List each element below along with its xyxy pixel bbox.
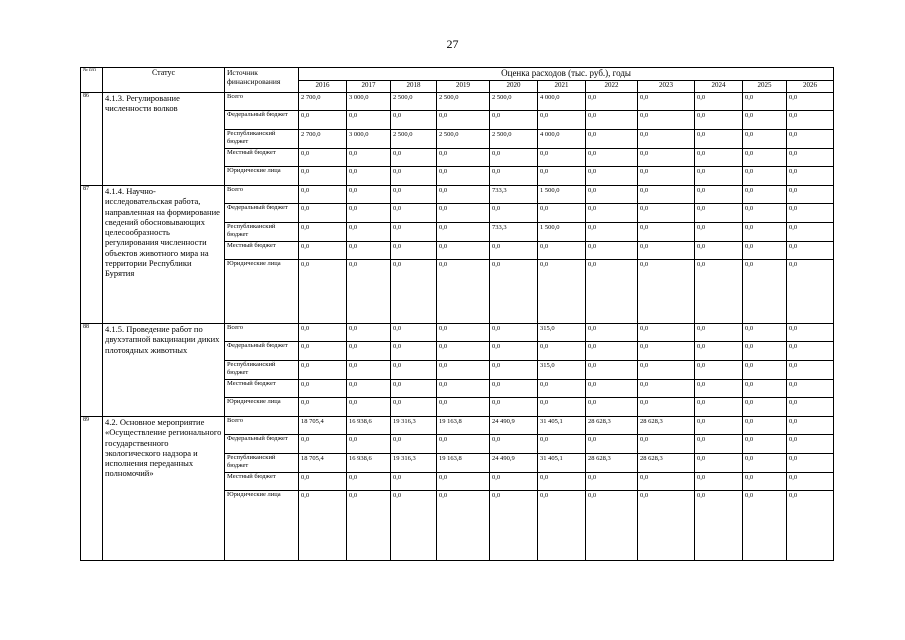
value-cell: 0,0: [787, 435, 834, 454]
value-cell: 0,0: [437, 223, 490, 242]
header-num: № п/п: [81, 68, 103, 93]
value-cell: 0,0: [490, 149, 538, 167]
value-cell: 0,0: [638, 223, 695, 242]
value-cell: 2 500,0: [391, 130, 437, 149]
year-header: 2021: [538, 81, 586, 93]
value-cell: 0,0: [638, 324, 695, 342]
year-header: 2016: [299, 81, 347, 93]
funding-source: Республиканский бюджет: [225, 130, 299, 149]
value-cell: 0,0: [695, 260, 743, 324]
value-cell: 0,0: [695, 380, 743, 398]
value-cell: 0,0: [490, 111, 538, 130]
year-header: 2020: [490, 81, 538, 93]
value-cell: 0,0: [538, 149, 586, 167]
value-cell: 0,0: [787, 111, 834, 130]
funding-source: Федеральный бюджет: [225, 204, 299, 223]
value-cell: 0,0: [299, 491, 347, 561]
value-cell: 0,0: [299, 473, 347, 491]
value-cell: 0,0: [695, 149, 743, 167]
value-cell: 0,0: [391, 204, 437, 223]
value-cell: 0,0: [437, 398, 490, 417]
value-cell: 0,0: [586, 491, 638, 561]
value-cell: 0,0: [586, 242, 638, 260]
value-cell: 0,0: [391, 223, 437, 242]
value-cell: 0,0: [638, 130, 695, 149]
value-cell: 0,0: [538, 242, 586, 260]
value-cell: 733,3: [490, 186, 538, 204]
value-cell: 0,0: [490, 380, 538, 398]
value-cell: 0,0: [490, 398, 538, 417]
funding-source: Местный бюджет: [225, 149, 299, 167]
value-cell: 315,0: [538, 324, 586, 342]
value-cell: 0,0: [787, 242, 834, 260]
value-cell: 4 000,0: [538, 130, 586, 149]
header-estimate: Оценка расходов (тыс. руб.), годы: [299, 68, 834, 81]
funding-source: Юридические лица: [225, 167, 299, 186]
value-cell: 2 500,0: [437, 130, 490, 149]
value-cell: 0,0: [743, 242, 787, 260]
value-cell: 19 316,3: [391, 417, 437, 435]
funding-source: Республиканский бюджет: [225, 223, 299, 242]
value-cell: 0,0: [391, 361, 437, 380]
value-cell: 2 500,0: [391, 93, 437, 111]
funding-source: Республиканский бюджет: [225, 454, 299, 473]
value-cell: 0,0: [538, 473, 586, 491]
value-cell: 28 628,3: [586, 454, 638, 473]
value-cell: 0,0: [638, 111, 695, 130]
value-cell: 0,0: [538, 111, 586, 130]
value-cell: 0,0: [586, 204, 638, 223]
value-cell: 0,0: [391, 342, 437, 361]
table-row: [81, 324, 834, 342]
value-cell: 0,0: [586, 149, 638, 167]
value-cell: 0,0: [391, 473, 437, 491]
value-cell: 0,0: [437, 361, 490, 380]
table-row: [81, 93, 834, 111]
value-cell: 0,0: [695, 93, 743, 111]
value-cell: 0,0: [299, 204, 347, 223]
value-cell: 0,0: [787, 380, 834, 398]
value-cell: 1 500,0: [538, 223, 586, 242]
value-cell: 0,0: [299, 186, 347, 204]
value-cell: 0,0: [586, 435, 638, 454]
value-cell: 0,0: [490, 473, 538, 491]
value-cell: 0,0: [538, 342, 586, 361]
value-cell: 0,0: [695, 186, 743, 204]
value-cell: 0,0: [391, 167, 437, 186]
value-cell: 0,0: [787, 130, 834, 149]
row-number: 87: [81, 186, 103, 324]
value-cell: 0,0: [586, 111, 638, 130]
value-cell: 315,0: [538, 361, 586, 380]
value-cell: 0,0: [490, 342, 538, 361]
value-cell: 0,0: [787, 454, 834, 473]
funding-source: Местный бюджет: [225, 380, 299, 398]
value-cell: 0,0: [695, 398, 743, 417]
value-cell: 0,0: [347, 361, 391, 380]
row-number: 86: [81, 93, 103, 186]
table-row: [81, 417, 834, 435]
funding-source: Юридические лица: [225, 398, 299, 417]
value-cell: 3 000,0: [347, 93, 391, 111]
value-cell: 0,0: [347, 473, 391, 491]
value-cell: 0,0: [347, 111, 391, 130]
value-cell: 0,0: [490, 167, 538, 186]
value-cell: 0,0: [787, 491, 834, 561]
value-cell: 0,0: [695, 342, 743, 361]
value-cell: 0,0: [787, 93, 834, 111]
value-cell: 0,0: [695, 111, 743, 130]
header-source: Источник финансирования: [225, 68, 299, 93]
value-cell: 0,0: [299, 167, 347, 186]
value-cell: 0,0: [437, 342, 490, 361]
value-cell: 0,0: [347, 342, 391, 361]
value-cell: 0,0: [437, 149, 490, 167]
value-cell: 0,0: [299, 242, 347, 260]
value-cell: 0,0: [638, 186, 695, 204]
value-cell: 0,0: [743, 398, 787, 417]
value-cell: 0,0: [538, 204, 586, 223]
value-cell: 0,0: [638, 435, 695, 454]
value-cell: 0,0: [787, 204, 834, 223]
value-cell: 0,0: [299, 324, 347, 342]
value-cell: 16 938,6: [347, 417, 391, 435]
value-cell: 0,0: [638, 361, 695, 380]
value-cell: 0,0: [347, 398, 391, 417]
value-cell: 733,3: [490, 223, 538, 242]
value-cell: 0,0: [787, 473, 834, 491]
value-cell: 0,0: [490, 260, 538, 324]
value-cell: 0,0: [638, 167, 695, 186]
value-cell: 0,0: [490, 435, 538, 454]
value-cell: 0,0: [743, 93, 787, 111]
value-cell: 0,0: [437, 324, 490, 342]
funding-source: Федеральный бюджет: [225, 435, 299, 454]
value-cell: 2 700,0: [299, 130, 347, 149]
year-header: 2023: [638, 81, 695, 93]
value-cell: 0,0: [638, 491, 695, 561]
value-cell: 0,0: [538, 260, 586, 324]
value-cell: 0,0: [391, 149, 437, 167]
value-cell: 0,0: [586, 324, 638, 342]
value-cell: 28 628,3: [638, 417, 695, 435]
value-cell: 0,0: [299, 111, 347, 130]
value-cell: 0,0: [743, 260, 787, 324]
value-cell: 0,0: [347, 242, 391, 260]
value-cell: 0,0: [391, 111, 437, 130]
value-cell: 0,0: [743, 149, 787, 167]
value-cell: 31 405,1: [538, 454, 586, 473]
value-cell: 0,0: [787, 260, 834, 324]
value-cell: 0,0: [437, 380, 490, 398]
value-cell: 0,0: [638, 93, 695, 111]
value-cell: 0,0: [586, 167, 638, 186]
value-cell: 0,0: [787, 167, 834, 186]
value-cell: 0,0: [299, 342, 347, 361]
value-cell: 0,0: [391, 186, 437, 204]
value-cell: 0,0: [538, 491, 586, 561]
value-cell: 0,0: [437, 167, 490, 186]
value-cell: 0,0: [638, 149, 695, 167]
value-cell: 0,0: [347, 324, 391, 342]
value-cell: 0,0: [437, 473, 490, 491]
value-cell: 0,0: [299, 380, 347, 398]
year-header: 2026: [787, 81, 834, 93]
value-cell: 0,0: [391, 242, 437, 260]
value-cell: 0,0: [347, 167, 391, 186]
value-cell: 0,0: [347, 435, 391, 454]
year-header: 2018: [391, 81, 437, 93]
value-cell: 0,0: [347, 223, 391, 242]
value-cell: 0,0: [787, 223, 834, 242]
value-cell: 0,0: [586, 398, 638, 417]
value-cell: 0,0: [299, 223, 347, 242]
value-cell: 0,0: [743, 491, 787, 561]
value-cell: 31 405,1: [538, 417, 586, 435]
value-cell: 0,0: [743, 342, 787, 361]
value-cell: 0,0: [695, 473, 743, 491]
year-header: 2022: [586, 81, 638, 93]
value-cell: 0,0: [391, 398, 437, 417]
value-cell: 0,0: [437, 186, 490, 204]
year-header: 2017: [347, 81, 391, 93]
funding-source: Федеральный бюджет: [225, 111, 299, 130]
value-cell: 0,0: [743, 167, 787, 186]
value-cell: 0,0: [586, 260, 638, 324]
value-cell: 0,0: [586, 93, 638, 111]
funding-source: Всего: [225, 186, 299, 204]
value-cell: 2 700,0: [299, 93, 347, 111]
value-cell: 0,0: [347, 204, 391, 223]
value-cell: 2 500,0: [437, 93, 490, 111]
value-cell: 0,0: [586, 223, 638, 242]
table-row: [81, 186, 834, 204]
value-cell: 0,0: [743, 380, 787, 398]
value-cell: 2 500,0: [490, 93, 538, 111]
funding-source: Федеральный бюджет: [225, 342, 299, 361]
funding-source: Республиканский бюджет: [225, 361, 299, 380]
value-cell: 0,0: [299, 149, 347, 167]
value-cell: 0,0: [347, 149, 391, 167]
value-cell: 0,0: [695, 204, 743, 223]
value-cell: 0,0: [787, 417, 834, 435]
value-cell: 0,0: [538, 380, 586, 398]
value-cell: 0,0: [391, 435, 437, 454]
funding-source: Юридические лица: [225, 491, 299, 561]
value-cell: 0,0: [437, 435, 490, 454]
value-cell: 0,0: [743, 454, 787, 473]
year-header: 2024: [695, 81, 743, 93]
status-cell: 4.1.3. Регулирование численности волков: [103, 93, 225, 186]
value-cell: 0,0: [695, 167, 743, 186]
value-cell: 0,0: [538, 398, 586, 417]
value-cell: 0,0: [490, 204, 538, 223]
funding-source: Всего: [225, 93, 299, 111]
value-cell: 0,0: [490, 242, 538, 260]
value-cell: 19 163,8: [437, 417, 490, 435]
row-number: 88: [81, 324, 103, 417]
value-cell: 0,0: [638, 242, 695, 260]
value-cell: 0,0: [743, 204, 787, 223]
value-cell: 0,0: [743, 417, 787, 435]
value-cell: 1 500,0: [538, 186, 586, 204]
value-cell: 24 490,9: [490, 454, 538, 473]
value-cell: 0,0: [299, 260, 347, 324]
value-cell: 0,0: [787, 149, 834, 167]
year-header: 2019: [437, 81, 490, 93]
value-cell: 0,0: [437, 491, 490, 561]
value-cell: 0,0: [586, 361, 638, 380]
value-cell: 2 500,0: [490, 130, 538, 149]
table-body: [81, 93, 834, 561]
value-cell: 0,0: [743, 130, 787, 149]
value-cell: 0,0: [787, 342, 834, 361]
value-cell: 19 163,8: [437, 454, 490, 473]
value-cell: 0,0: [586, 473, 638, 491]
value-cell: 0,0: [437, 260, 490, 324]
value-cell: 0,0: [437, 242, 490, 260]
value-cell: 0,0: [787, 186, 834, 204]
status-cell: 4.1.5. Проведение работ по двухэтапной вакцинации диких плотоядных животных: [103, 324, 225, 417]
value-cell: 0,0: [743, 324, 787, 342]
value-cell: 0,0: [437, 204, 490, 223]
value-cell: 0,0: [391, 380, 437, 398]
value-cell: 0,0: [638, 380, 695, 398]
value-cell: 19 316,3: [391, 454, 437, 473]
value-cell: 0,0: [638, 204, 695, 223]
value-cell: 0,0: [743, 473, 787, 491]
value-cell: 0,0: [490, 361, 538, 380]
value-cell: 0,0: [695, 242, 743, 260]
year-header: 2025: [743, 81, 787, 93]
funding-source: Местный бюджет: [225, 242, 299, 260]
value-cell: 4 000,0: [538, 93, 586, 111]
value-cell: 28 628,3: [638, 454, 695, 473]
value-cell: 0,0: [299, 361, 347, 380]
status-cell: 4.1.4. Научно-исследовательская работа, направленная на формирование сведений обосновывающих целесообразность регулирования численности объектов животного мира на территории Республики Бурятия: [103, 186, 225, 324]
value-cell: 0,0: [695, 130, 743, 149]
value-cell: 0,0: [586, 186, 638, 204]
expenditure-table: [80, 67, 834, 561]
value-cell: 3 000,0: [347, 130, 391, 149]
value-cell: 0,0: [695, 324, 743, 342]
value-cell: 0,0: [743, 361, 787, 380]
header-status: Статус: [103, 68, 225, 93]
value-cell: 0,0: [695, 435, 743, 454]
value-cell: 0,0: [638, 260, 695, 324]
value-cell: 0,0: [490, 324, 538, 342]
value-cell: 0,0: [437, 111, 490, 130]
funding-source: Юридические лица: [225, 260, 299, 324]
value-cell: 0,0: [538, 167, 586, 186]
value-cell: 0,0: [695, 491, 743, 561]
funding-source: Всего: [225, 324, 299, 342]
value-cell: 0,0: [787, 361, 834, 380]
value-cell: 0,0: [743, 435, 787, 454]
value-cell: 0,0: [695, 361, 743, 380]
value-cell: 0,0: [299, 435, 347, 454]
value-cell: 0,0: [743, 111, 787, 130]
value-cell: 0,0: [638, 398, 695, 417]
value-cell: 0,0: [299, 398, 347, 417]
value-cell: 0,0: [347, 186, 391, 204]
value-cell: 0,0: [347, 491, 391, 561]
value-cell: 24 490,9: [490, 417, 538, 435]
funding-source: Всего: [225, 417, 299, 435]
value-cell: 0,0: [347, 260, 391, 324]
value-cell: 0,0: [695, 454, 743, 473]
status-cell: 4.2. Основное мероприятие «Осуществление регионального государственного экологического надзора и исполнения переданных полномочий»: [103, 417, 225, 561]
value-cell: 0,0: [787, 324, 834, 342]
value-cell: 0,0: [347, 380, 391, 398]
value-cell: 0,0: [538, 435, 586, 454]
value-cell: 18 705,4: [299, 417, 347, 435]
row-number: 89: [81, 417, 103, 561]
value-cell: 0,0: [787, 398, 834, 417]
value-cell: 0,0: [743, 186, 787, 204]
value-cell: 0,0: [586, 342, 638, 361]
value-cell: 0,0: [391, 324, 437, 342]
value-cell: 0,0: [391, 491, 437, 561]
value-cell: 0,0: [391, 260, 437, 324]
page-number: 27: [446, 37, 459, 51]
value-cell: 18 705,4: [299, 454, 347, 473]
value-cell: 0,0: [490, 491, 538, 561]
value-cell: 0,0: [638, 473, 695, 491]
value-cell: 28 628,3: [586, 417, 638, 435]
funding-source: Местный бюджет: [225, 473, 299, 491]
value-cell: 0,0: [586, 130, 638, 149]
value-cell: 0,0: [743, 223, 787, 242]
value-cell: 0,0: [586, 380, 638, 398]
value-cell: 0,0: [695, 417, 743, 435]
value-cell: 16 938,6: [347, 454, 391, 473]
value-cell: 0,0: [638, 342, 695, 361]
value-cell: 0,0: [695, 223, 743, 242]
